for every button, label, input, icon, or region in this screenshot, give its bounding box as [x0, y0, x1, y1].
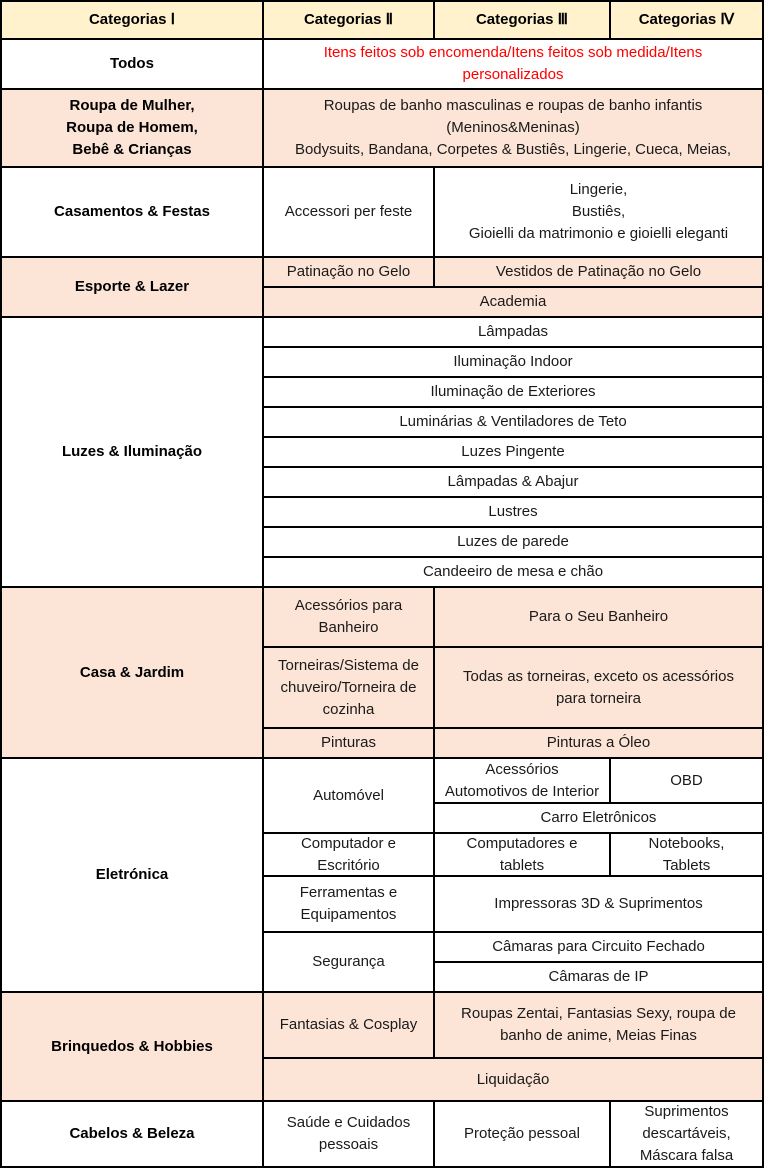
- row-esporte-academia: Academia: [262, 286, 764, 318]
- row-cabelos-cat3: Proteção pessoal: [433, 1100, 611, 1168]
- row-casa-cat3: Pinturas a Óleo: [433, 727, 764, 759]
- row-seguranca-cat3b: Câmaras de IP: [433, 961, 764, 993]
- row-cabelos-cat1: Cabelos & Beleza: [0, 1100, 264, 1168]
- row-computador-cat4: Notebooks, Tablets: [609, 832, 764, 877]
- row-casa-cat3: Para o Seu Banheiro: [433, 586, 764, 648]
- row-luzes-item: Luzes de parede: [262, 526, 764, 558]
- row-ferramentas-cat2: Ferramentas e Equipamentos: [262, 875, 435, 933]
- row-todos-cat1: Todos: [0, 38, 264, 90]
- row-brinquedos-liquidacao: Liquidação: [262, 1057, 764, 1102]
- row-roupa-text: Roupas de banho masculinas e roupas de banho infantis (Meninos&Meninas) Bodysuits, Bandana, Corpetes & Bustiês, Lingerie, Cueca, Meias,: [262, 88, 764, 168]
- header-cat2: Categorias Ⅱ: [262, 0, 435, 40]
- row-luzes-item: Lâmpadas: [262, 316, 764, 348]
- row-casamentos-cat2: Accessori per feste: [262, 166, 435, 258]
- row-luzes-item: Iluminação Indoor: [262, 346, 764, 378]
- row-luzes-cat1: Luzes & Iluminação: [0, 316, 264, 588]
- row-cabelos-cat2: Saúde e Cuidados pessoais: [262, 1100, 435, 1168]
- row-luzes-item: Luzes Pingente: [262, 436, 764, 468]
- row-automovel-cat3: Acessórios Automotivos de Interior: [433, 757, 611, 804]
- row-luzes-item: Lâmpadas & Abajur: [262, 466, 764, 498]
- row-luzes-item: Luminárias & Ventiladores de Teto: [262, 406, 764, 438]
- row-casamentos-cat3: Lingerie, Bustiês, Gioielli da matrimonio e gioielli eleganti: [433, 166, 764, 258]
- row-luzes-item: Iluminação de Exteriores: [262, 376, 764, 408]
- header-cat3: Categorias Ⅲ: [433, 0, 611, 40]
- row-casa-cat1: Casa & Jardim: [0, 586, 264, 759]
- row-casa-cat2: Pinturas: [262, 727, 435, 759]
- row-casa-cat2: Acessórios para Banheiro: [262, 586, 435, 648]
- row-brinquedos-cat2: Fantasias & Cosplay: [262, 991, 435, 1059]
- row-seguranca-cat2: Segurança: [262, 931, 435, 993]
- row-seguranca-cat3: Câmaras para Circuito Fechado: [433, 931, 764, 963]
- row-roupa-cat1: Roupa de Mulher, Roupa de Homem, Bebê & Crianças: [0, 88, 264, 168]
- row-casamentos-cat1: Casamentos & Festas: [0, 166, 264, 258]
- row-computador-cat3: Computadores e tablets: [433, 832, 611, 877]
- row-brinquedos-cat1: Brinquedos & Hobbies: [0, 991, 264, 1102]
- row-computador-cat2: Computador e Escritório: [262, 832, 435, 877]
- row-todos-text: Itens feitos sob encomenda/Itens feitos sob medida/Itens personalizados: [262, 38, 764, 90]
- row-automovel-cat2: Automóvel: [262, 757, 435, 834]
- row-luzes-item: Lustres: [262, 496, 764, 528]
- row-esporte-cat1: Esporte & Lazer: [0, 256, 264, 318]
- row-luzes-item: Candeeiro de mesa e chão: [262, 556, 764, 588]
- row-esporte-cat2: Patinação no Gelo: [262, 256, 435, 288]
- row-ferramentas-cat3: Impressoras 3D & Suprimentos: [433, 875, 764, 933]
- row-cabelos-cat4: Suprimentos descartáveis, Máscara falsa: [609, 1100, 764, 1168]
- header-cat4: Categorias Ⅳ: [609, 0, 764, 40]
- row-esporte-cat3: Vestidos de Patinação no Gelo: [433, 256, 764, 288]
- header-cat1: Categorias Ⅰ: [0, 0, 264, 40]
- row-eletronica-cat1: Eletrónica: [0, 757, 264, 993]
- row-brinquedos-cat3: Roupas Zentai, Fantasias Sexy, roupa de banho de anime, Meias Finas: [433, 991, 764, 1059]
- row-automovel-cat4: OBD: [609, 757, 764, 804]
- row-casa-cat3: Todas as torneiras, exceto os acessórios para torneira: [433, 646, 764, 729]
- row-automovel-cat3b: Carro Eletrônicos: [433, 802, 764, 834]
- row-casa-cat2: Torneiras/Sistema de chuveiro/Torneira de cozinha: [262, 646, 435, 729]
